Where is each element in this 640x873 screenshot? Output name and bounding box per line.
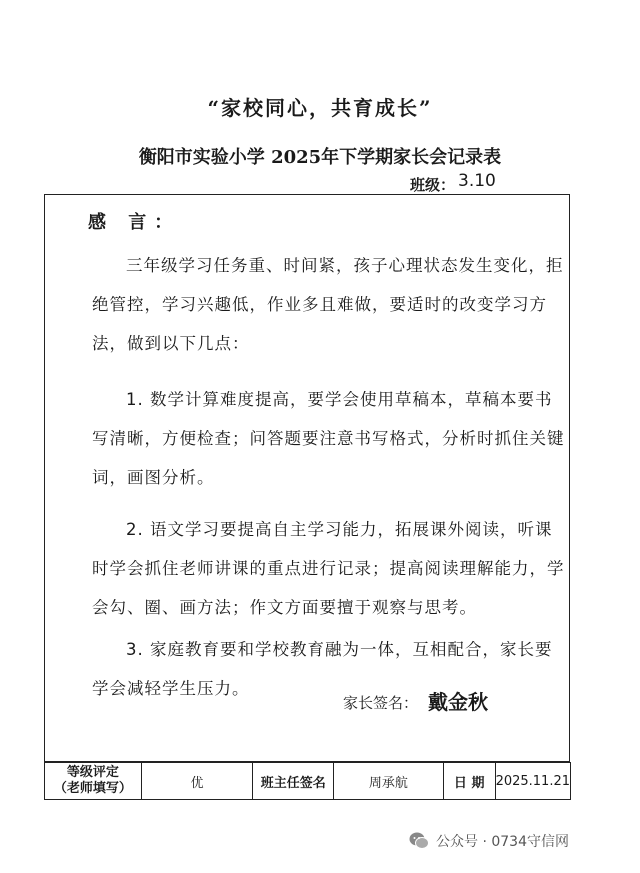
date-value: 2025.11.21	[495, 763, 570, 800]
remarks-point-2: 2. 语文学习要提高自主学习能力，拓展课外阅读，听课时学会抓住老师讲课的重点进行记录；提高阅读理解能力，学会勾、圈、画方法；作文方面要擅于观察与思考。	[92, 520, 565, 617]
eval-label-line1: 等级评定	[66, 765, 119, 780]
grade-value: 优	[141, 763, 253, 800]
class-value: 3.10	[458, 171, 496, 191]
eval-label-cell	[45, 763, 142, 800]
teacher-signature-label: 班主任签名	[253, 763, 334, 800]
remarks-point-1: 1. 数学计算难度提高，要学会使用草稿本，草稿本要书写清晰，方便检查；问答题要注意书写格式，分析时抓住关键词，画图分析。	[92, 390, 565, 487]
remarks-point-3: 3. 家庭教育要和学校教育融为一体，互相配合，家长要学会减轻学生压力。	[92, 640, 553, 698]
wechat-icon	[408, 830, 430, 852]
slogan: “家校同心，共育成长”	[207, 96, 433, 120]
class-label: 班级：	[410, 176, 456, 194]
evaluation-table	[44, 762, 571, 800]
parent-signature: 戴金秋	[428, 690, 488, 714]
date-label: 日 期	[443, 763, 495, 800]
watermark	[408, 830, 569, 852]
parent-signature-label: 家长签名：	[343, 694, 419, 712]
form-title: 衡阳市实验小学 2025年下学期家长会记录表	[138, 147, 502, 168]
remarks-heading: 感 言：	[88, 212, 181, 233]
watermark-text: 公众号 · 0734守信网	[436, 834, 569, 850]
teacher-signature: 周承航	[334, 763, 444, 800]
eval-label-line2: （老师填写）	[53, 781, 132, 796]
remarks-intro: 三年级学习任务重、时间紧，孩子心理状态发生变化，拒绝管控，学习兴趣低，作业多且难做，要适时的改变学习方法，做到以下几点：	[92, 256, 564, 353]
